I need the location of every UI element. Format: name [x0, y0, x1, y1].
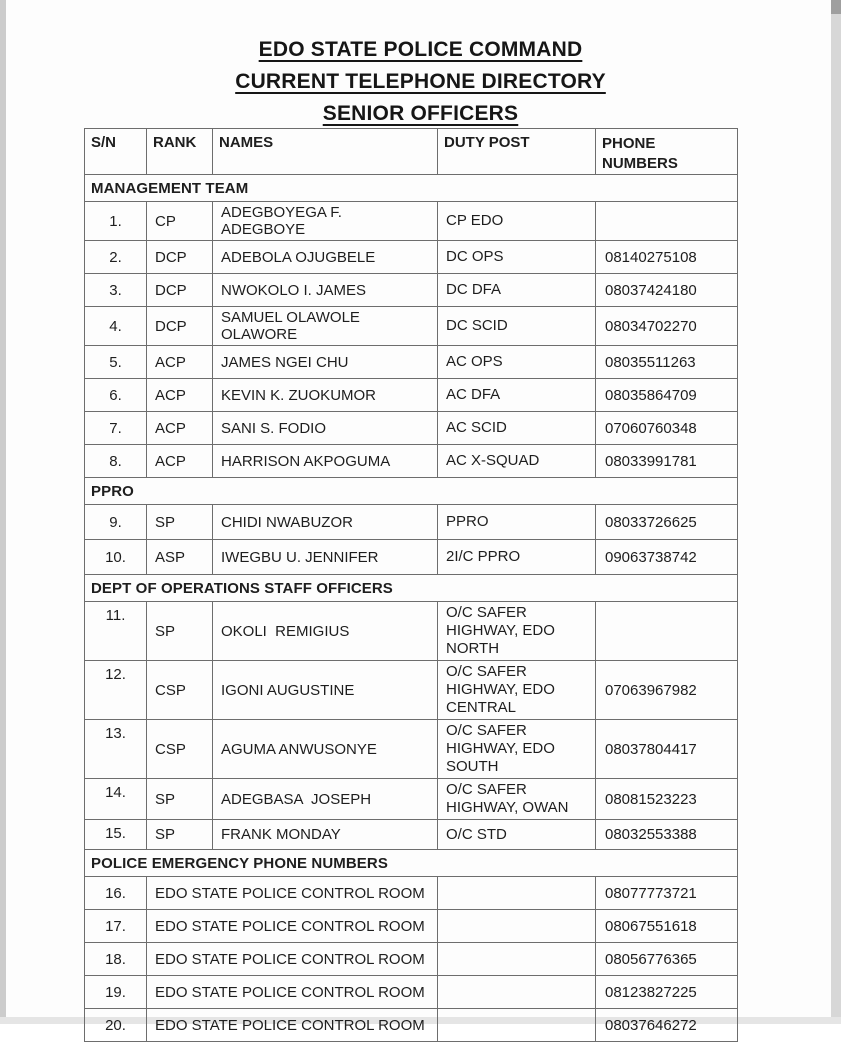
phone-number-cell: 08067551618 — [596, 910, 738, 943]
header-names: NAMES — [213, 129, 438, 175]
phone-number-cell — [596, 602, 738, 661]
photo-edge-right — [831, 0, 841, 1024]
sn-cell: 12. — [85, 661, 147, 720]
section-title: POLICE EMERGENCY PHONE NUMBERS — [85, 850, 738, 877]
sn-cell: 17. — [85, 910, 147, 943]
header-sn: S/N — [85, 129, 147, 175]
phone-number-cell: 08037804417 — [596, 720, 738, 779]
phone-number-cell: 08033726625 — [596, 505, 738, 540]
table-row — [85, 505, 738, 540]
phone-number-cell: 08037646272 — [596, 1009, 738, 1042]
rank-cell: ACP — [147, 445, 213, 478]
duty-post-cell: 2I/C PPRO — [438, 540, 596, 575]
duty-post-cell: O/C STD — [438, 820, 596, 850]
rank-cell: ACP — [147, 412, 213, 445]
header-phone-numbers — [596, 129, 738, 175]
phone-number-cell: 08077773721 — [596, 877, 738, 910]
phone-number-cell: 08035864709 — [596, 379, 738, 412]
title-line-officers: SENIOR OFFICERS — [322, 102, 519, 125]
phone-number-cell: 08034702270 — [596, 307, 738, 346]
duty-post-cell — [438, 1009, 596, 1042]
duty-post-cell — [438, 943, 596, 976]
name-cell: OKOLI REMIGIUS — [213, 602, 438, 661]
rank-cell: SP — [147, 602, 213, 661]
name-cell: SAMUEL OLAWOLE OLAWORE — [213, 307, 438, 346]
rank-cell: CSP — [147, 661, 213, 720]
name-cell: NWOKOLO I. JAMES — [213, 274, 438, 307]
title-line-command: EDO STATE POLICE COMMAND — [258, 38, 583, 61]
name-cell: IGONI AUGUSTINE — [213, 661, 438, 720]
sn-cell: 15. — [85, 820, 147, 850]
phone-number-cell: 08035511263 — [596, 346, 738, 379]
name-cell: KEVIN K. ZUOKUMOR — [213, 379, 438, 412]
header-row — [85, 129, 738, 175]
sn-cell: 10. — [85, 540, 147, 575]
duty-post-cell — [438, 976, 596, 1009]
sn-cell: 18. — [85, 943, 147, 976]
phone-number-cell: 08032553388 — [596, 820, 738, 850]
sn-cell: 5. — [85, 346, 147, 379]
directory-table-body — [85, 175, 738, 1042]
name-cell: EDO STATE POLICE CONTROL ROOM — [147, 877, 438, 910]
sn-cell: 3. — [85, 274, 147, 307]
phone-number-cell: 08123827225 — [596, 976, 738, 1009]
table-row — [85, 202, 738, 241]
table-row — [85, 943, 738, 976]
table-row — [85, 976, 738, 1009]
section-header-row — [85, 175, 738, 202]
duty-post-cell: AC OPS — [438, 346, 596, 379]
rank-cell: DCP — [147, 307, 213, 346]
section-title: MANAGEMENT TEAM — [85, 175, 738, 202]
sn-cell: 20. — [85, 1009, 147, 1042]
name-cell: ADEBOLA OJUGBELE — [213, 241, 438, 274]
sn-cell: 13. — [85, 720, 147, 779]
rank-cell: ASP — [147, 540, 213, 575]
section-header-row — [85, 575, 738, 602]
document-title — [0, 34, 841, 130]
name-cell: SANI S. FODIO — [213, 412, 438, 445]
duty-post-cell: DC DFA — [438, 274, 596, 307]
rank-cell: SP — [147, 779, 213, 820]
phone-number-cell: 07063967982 — [596, 661, 738, 720]
name-cell: EDO STATE POLICE CONTROL ROOM — [147, 910, 438, 943]
phone-number-cell: 08056776365 — [596, 943, 738, 976]
duty-post-cell — [438, 910, 596, 943]
phone-number-cell: 07060760348 — [596, 412, 738, 445]
table-row — [85, 779, 738, 820]
name-cell: EDO STATE POLICE CONTROL ROOM — [147, 976, 438, 1009]
header-phone-numbers-label: PHONE NUMBERS — [602, 135, 678, 172]
table-row — [85, 720, 738, 779]
duty-post-cell — [438, 877, 596, 910]
name-cell: ADEGBASA JOSEPH — [213, 779, 438, 820]
duty-post-cell: CP EDO — [438, 202, 596, 241]
duty-post-cell: O/C SAFER HIGHWAY, EDO CENTRAL — [438, 661, 596, 720]
duty-post-cell: AC X-SQUAD — [438, 445, 596, 478]
table-row — [85, 602, 738, 661]
table-row — [85, 412, 738, 445]
sn-cell: 9. — [85, 505, 147, 540]
table-row — [85, 1009, 738, 1042]
section-title: PPRO — [85, 478, 738, 505]
sn-cell: 14. — [85, 779, 147, 820]
name-cell: EDO STATE POLICE CONTROL ROOM — [147, 943, 438, 976]
table-row — [85, 379, 738, 412]
sn-cell: 6. — [85, 379, 147, 412]
table-row — [85, 877, 738, 910]
telephone-directory-table — [84, 128, 738, 1042]
photo-edge-left — [0, 0, 6, 1024]
name-cell: HARRISON AKPOGUMA — [213, 445, 438, 478]
rank-cell: DCP — [147, 274, 213, 307]
name-cell: FRANK MONDAY — [213, 820, 438, 850]
table-row — [85, 910, 738, 943]
name-cell: ADEGBOYEGA F. ADEGBOYE — [213, 202, 438, 241]
sn-cell: 19. — [85, 976, 147, 1009]
section-header-row — [85, 478, 738, 505]
duty-post-cell: O/C SAFER HIGHWAY, OWAN — [438, 779, 596, 820]
table-row — [85, 661, 738, 720]
rank-cell: CP — [147, 202, 213, 241]
title-line-directory: CURRENT TELEPHONE DIRECTORY — [235, 70, 606, 93]
table-row — [85, 346, 738, 379]
table-row — [85, 445, 738, 478]
name-cell: JAMES NGEI CHU — [213, 346, 438, 379]
table-row — [85, 274, 738, 307]
sn-cell: 2. — [85, 241, 147, 274]
phone-number-cell — [596, 202, 738, 241]
table-row — [85, 820, 738, 850]
duty-post-cell: AC SCID — [438, 412, 596, 445]
duty-post-cell: DC SCID — [438, 307, 596, 346]
sn-cell: 8. — [85, 445, 147, 478]
rank-cell: DCP — [147, 241, 213, 274]
section-title: DEPT OF OPERATIONS STAFF OFFICERS — [85, 575, 738, 602]
sn-cell: 1. — [85, 202, 147, 241]
rank-cell: CSP — [147, 720, 213, 779]
sn-cell: 7. — [85, 412, 147, 445]
duty-post-cell: DC OPS — [438, 241, 596, 274]
name-cell: EDO STATE POLICE CONTROL ROOM — [147, 1009, 438, 1042]
phone-number-cell: 08081523223 — [596, 779, 738, 820]
rank-cell: ACP — [147, 379, 213, 412]
section-header-row — [85, 850, 738, 877]
phone-number-cell: 08033991781 — [596, 445, 738, 478]
header-duty-post: DUTY POST — [438, 129, 596, 175]
photo-edge-corner — [831, 0, 841, 14]
duty-post-cell: O/C SAFER HIGHWAY, EDO SOUTH — [438, 720, 596, 779]
table-row — [85, 540, 738, 575]
table-row — [85, 307, 738, 346]
phone-number-cell: 09063738742 — [596, 540, 738, 575]
sn-cell: 11. — [85, 602, 147, 661]
phone-number-cell: 08037424180 — [596, 274, 738, 307]
rank-cell: ACP — [147, 346, 213, 379]
table-row — [85, 241, 738, 274]
rank-cell: SP — [147, 505, 213, 540]
phone-number-cell: 08140275108 — [596, 241, 738, 274]
name-cell: IWEGBU U. JENNIFER — [213, 540, 438, 575]
header-rank: RANK — [147, 129, 213, 175]
name-cell: CHIDI NWABUZOR — [213, 505, 438, 540]
duty-post-cell: PPRO — [438, 505, 596, 540]
sn-cell: 16. — [85, 877, 147, 910]
duty-post-cell: O/C SAFER HIGHWAY, EDO NORTH — [438, 602, 596, 661]
duty-post-cell: AC DFA — [438, 379, 596, 412]
rank-cell: SP — [147, 820, 213, 850]
sn-cell: 4. — [85, 307, 147, 346]
name-cell: AGUMA ANWUSONYE — [213, 720, 438, 779]
